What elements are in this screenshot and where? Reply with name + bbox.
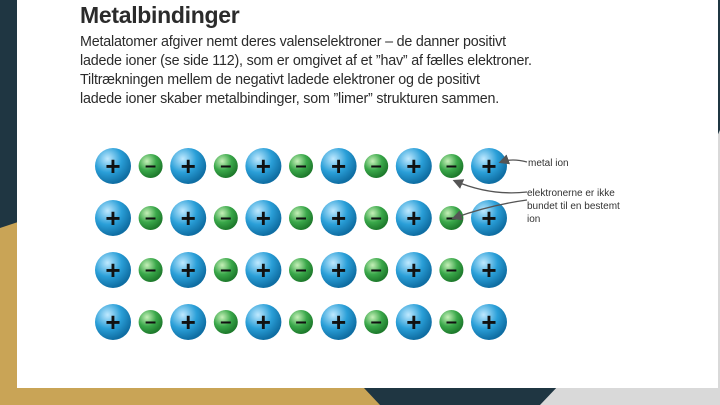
plus-symbol: +	[255, 255, 271, 285]
minus-symbol: –	[295, 207, 307, 229]
metal-ion	[170, 252, 206, 288]
electron	[139, 310, 163, 334]
minus-symbol: –	[220, 155, 232, 177]
minus-symbol: –	[445, 207, 457, 229]
metal-ion	[321, 148, 357, 184]
metal-ion	[396, 148, 432, 184]
minus-symbol: –	[145, 155, 157, 177]
minus-symbol: –	[370, 207, 382, 229]
electron	[289, 206, 313, 230]
electron	[289, 258, 313, 282]
plus-symbol: +	[406, 255, 422, 285]
plus-symbol: +	[331, 307, 347, 337]
plus-symbol: +	[180, 307, 196, 337]
paragraph-line: Tiltrækningen mellem de negativt ladede elektroner og de positivt	[80, 72, 480, 88]
metal-ion	[321, 200, 357, 236]
plus-symbol: +	[255, 203, 271, 233]
minus-symbol: –	[370, 259, 382, 281]
metal-ion	[321, 252, 357, 288]
electron-label-line: ion	[527, 214, 541, 225]
plus-symbol: +	[406, 203, 422, 233]
metal-ion	[471, 304, 507, 340]
minus-symbol: –	[145, 259, 157, 281]
minus-symbol: –	[445, 259, 457, 281]
electron	[364, 310, 388, 334]
electron	[139, 206, 163, 230]
plus-symbol: +	[105, 151, 121, 181]
metal-ion	[321, 304, 357, 340]
minus-symbol: –	[295, 155, 307, 177]
metal-ion	[170, 304, 206, 340]
electron	[439, 310, 463, 334]
plus-symbol: +	[105, 255, 121, 285]
metal-ion	[170, 200, 206, 236]
electron	[139, 154, 163, 178]
metal-ion	[396, 200, 432, 236]
plus-symbol: +	[481, 203, 497, 233]
electron	[214, 258, 238, 282]
metal-ion	[245, 148, 281, 184]
plus-symbol: +	[105, 307, 121, 337]
plus-symbol: +	[481, 151, 497, 181]
plus-symbol: +	[180, 255, 196, 285]
plus-symbol: +	[481, 307, 497, 337]
metal-ion	[95, 148, 131, 184]
electron	[139, 258, 163, 282]
particle-grid	[95, 148, 507, 340]
plus-symbol: +	[180, 151, 196, 181]
metal-ion	[471, 200, 507, 236]
plus-symbol: +	[481, 255, 497, 285]
electron-label	[527, 187, 620, 226]
plus-symbol: +	[406, 307, 422, 337]
minus-symbol: –	[370, 155, 382, 177]
minus-symbol: –	[220, 259, 232, 281]
plus-symbol: +	[255, 151, 271, 181]
metal-ion	[245, 252, 281, 288]
electron	[289, 154, 313, 178]
electron-label-line: bundet til en bestemt	[527, 201, 620, 212]
plus-symbol: +	[105, 203, 121, 233]
electron-label-line: elektronerne er ikke	[527, 188, 615, 199]
electron	[289, 310, 313, 334]
minus-symbol: –	[145, 207, 157, 229]
metal-ion	[95, 200, 131, 236]
electron	[439, 154, 463, 178]
electron	[214, 154, 238, 178]
minus-symbol: –	[295, 259, 307, 281]
plus-symbol: +	[180, 203, 196, 233]
metal-ion	[245, 304, 281, 340]
minus-symbol: –	[370, 311, 382, 333]
electron	[439, 258, 463, 282]
paragraph-line: ladede ioner (se side 112), som er omgivet af et ”hav” af fælles elektroner.	[80, 53, 532, 69]
metal-ion	[95, 252, 131, 288]
slide-title: Metalbindinger	[80, 2, 240, 28]
metal-ion	[471, 252, 507, 288]
metal-ion	[95, 304, 131, 340]
plus-symbol: +	[406, 151, 422, 181]
minus-symbol: –	[145, 311, 157, 333]
plus-symbol: +	[255, 307, 271, 337]
minus-symbol: –	[220, 311, 232, 333]
metal-ion	[471, 148, 507, 184]
electron	[364, 206, 388, 230]
paragraph-line: ladede ioner skaber metalbindinger, som ”limer” strukturen sammen.	[80, 91, 500, 107]
minus-symbol: –	[445, 311, 457, 333]
paragraph-line: Metalatomer afgiver nemt deres valenselektroner – de danner positivt	[80, 34, 506, 50]
electron	[439, 206, 463, 230]
plus-symbol: +	[331, 255, 347, 285]
electron	[214, 206, 238, 230]
plus-symbol: +	[331, 151, 347, 181]
metal-ion-label: metal ion	[528, 158, 569, 169]
metal-ion	[396, 252, 432, 288]
electron	[214, 310, 238, 334]
metal-ion	[170, 148, 206, 184]
electron	[364, 258, 388, 282]
plus-symbol: +	[331, 203, 347, 233]
minus-symbol: –	[295, 311, 307, 333]
metal-ion	[396, 304, 432, 340]
electron	[364, 154, 388, 178]
metal-ion	[245, 200, 281, 236]
minus-symbol: –	[220, 207, 232, 229]
minus-symbol: –	[445, 155, 457, 177]
